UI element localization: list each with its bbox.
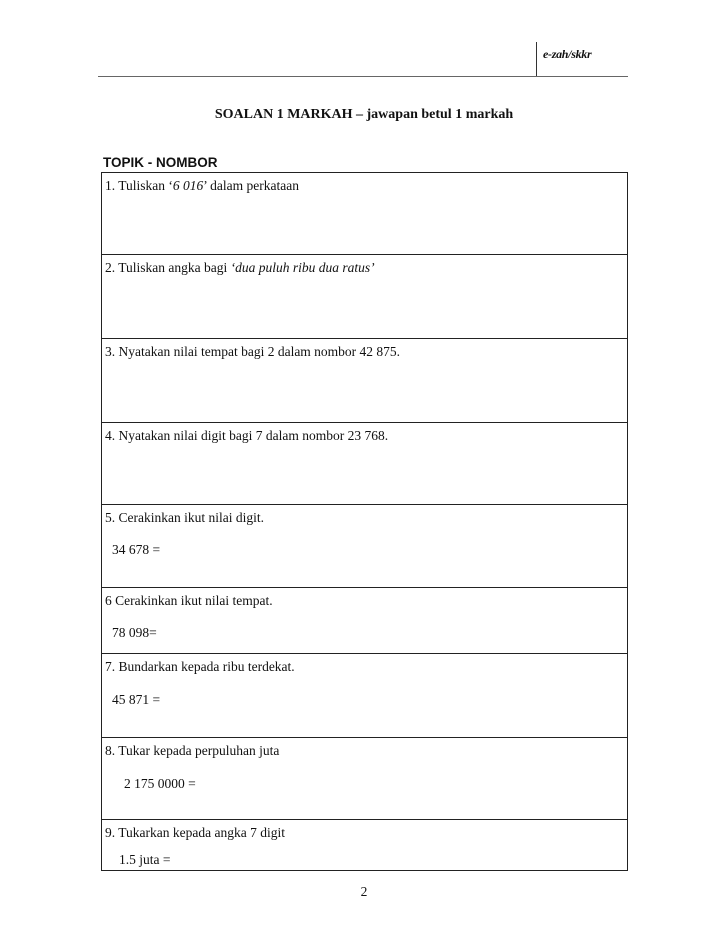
answer-line: 78 098= xyxy=(112,625,157,640)
question-row-6 xyxy=(102,587,627,653)
question-prefix: Bundarkan kepada ribu terdekat. xyxy=(118,659,295,674)
question-number: 4. xyxy=(105,428,116,443)
question-number: 2. xyxy=(105,260,116,275)
question-prefix: Cerakinkan ikut nilai tempat. xyxy=(111,593,273,608)
page-heading-text: SOALAN 1 MARKAH – jawapan betul 1 markah xyxy=(214,107,514,122)
answer-line: 1.5 juta = xyxy=(119,852,171,867)
question-row-5 xyxy=(102,504,627,587)
question-prefix: Tuliskan ‘ xyxy=(115,178,173,193)
question-table xyxy=(101,172,628,871)
question-row-2 xyxy=(102,254,627,338)
question-prefix: Nyatakan nilai digit bagi 7 dalam nombor 23 768. xyxy=(118,428,389,443)
question-number: 8. xyxy=(105,743,116,758)
header-tag xyxy=(536,42,629,76)
question-text xyxy=(105,658,627,675)
question-text xyxy=(105,592,627,609)
question-text xyxy=(105,742,627,759)
question-row-4 xyxy=(102,422,627,504)
question-prefix: Cerakinkan ikut nilai digit. xyxy=(118,510,264,525)
question-number: 1. xyxy=(105,178,116,193)
header-tag-text: e-zah/skkr xyxy=(543,47,592,61)
header-rule xyxy=(98,76,628,77)
answer-line: 2 175 0000 = xyxy=(124,776,196,791)
question-number: 5. xyxy=(105,510,116,525)
question-emphasis: ‘dua puluh ribu dua ratus’ xyxy=(230,260,375,275)
question-row-8 xyxy=(102,737,627,819)
question-text xyxy=(105,259,627,276)
question-emphasis: 6 016 xyxy=(172,178,204,193)
answer-line: 45 871 = xyxy=(112,692,161,707)
question-text xyxy=(105,427,627,444)
question-row-9 xyxy=(102,819,627,870)
question-number: 6 xyxy=(105,593,112,608)
page-number: 2 xyxy=(360,884,368,899)
question-number: 7. xyxy=(105,659,116,674)
page-heading xyxy=(0,107,728,123)
question-row-1 xyxy=(102,172,627,254)
answer-line: 34 678 = xyxy=(112,542,161,557)
question-number: 9. xyxy=(105,825,116,840)
question-prefix: Nyatakan nilai tempat bagi 2 dalam nombor 42 875. xyxy=(118,344,401,359)
question-prefix: Tukar kepada perpuluhan juta xyxy=(115,743,280,758)
question-number: 3. xyxy=(105,344,116,359)
topic-title: TOPIK - NOMBOR xyxy=(103,155,218,170)
question-text xyxy=(105,824,627,841)
question-prefix: Tuliskan angka bagi xyxy=(118,260,231,275)
question-prefix: Tukarkan kepada angka 7 digit xyxy=(118,825,285,840)
question-text xyxy=(105,343,627,360)
question-row-3 xyxy=(102,338,627,422)
question-suffix: ’ dalam perkataan xyxy=(203,178,299,193)
question-row-7 xyxy=(102,653,627,737)
question-text xyxy=(105,509,627,526)
question-text xyxy=(105,177,627,194)
